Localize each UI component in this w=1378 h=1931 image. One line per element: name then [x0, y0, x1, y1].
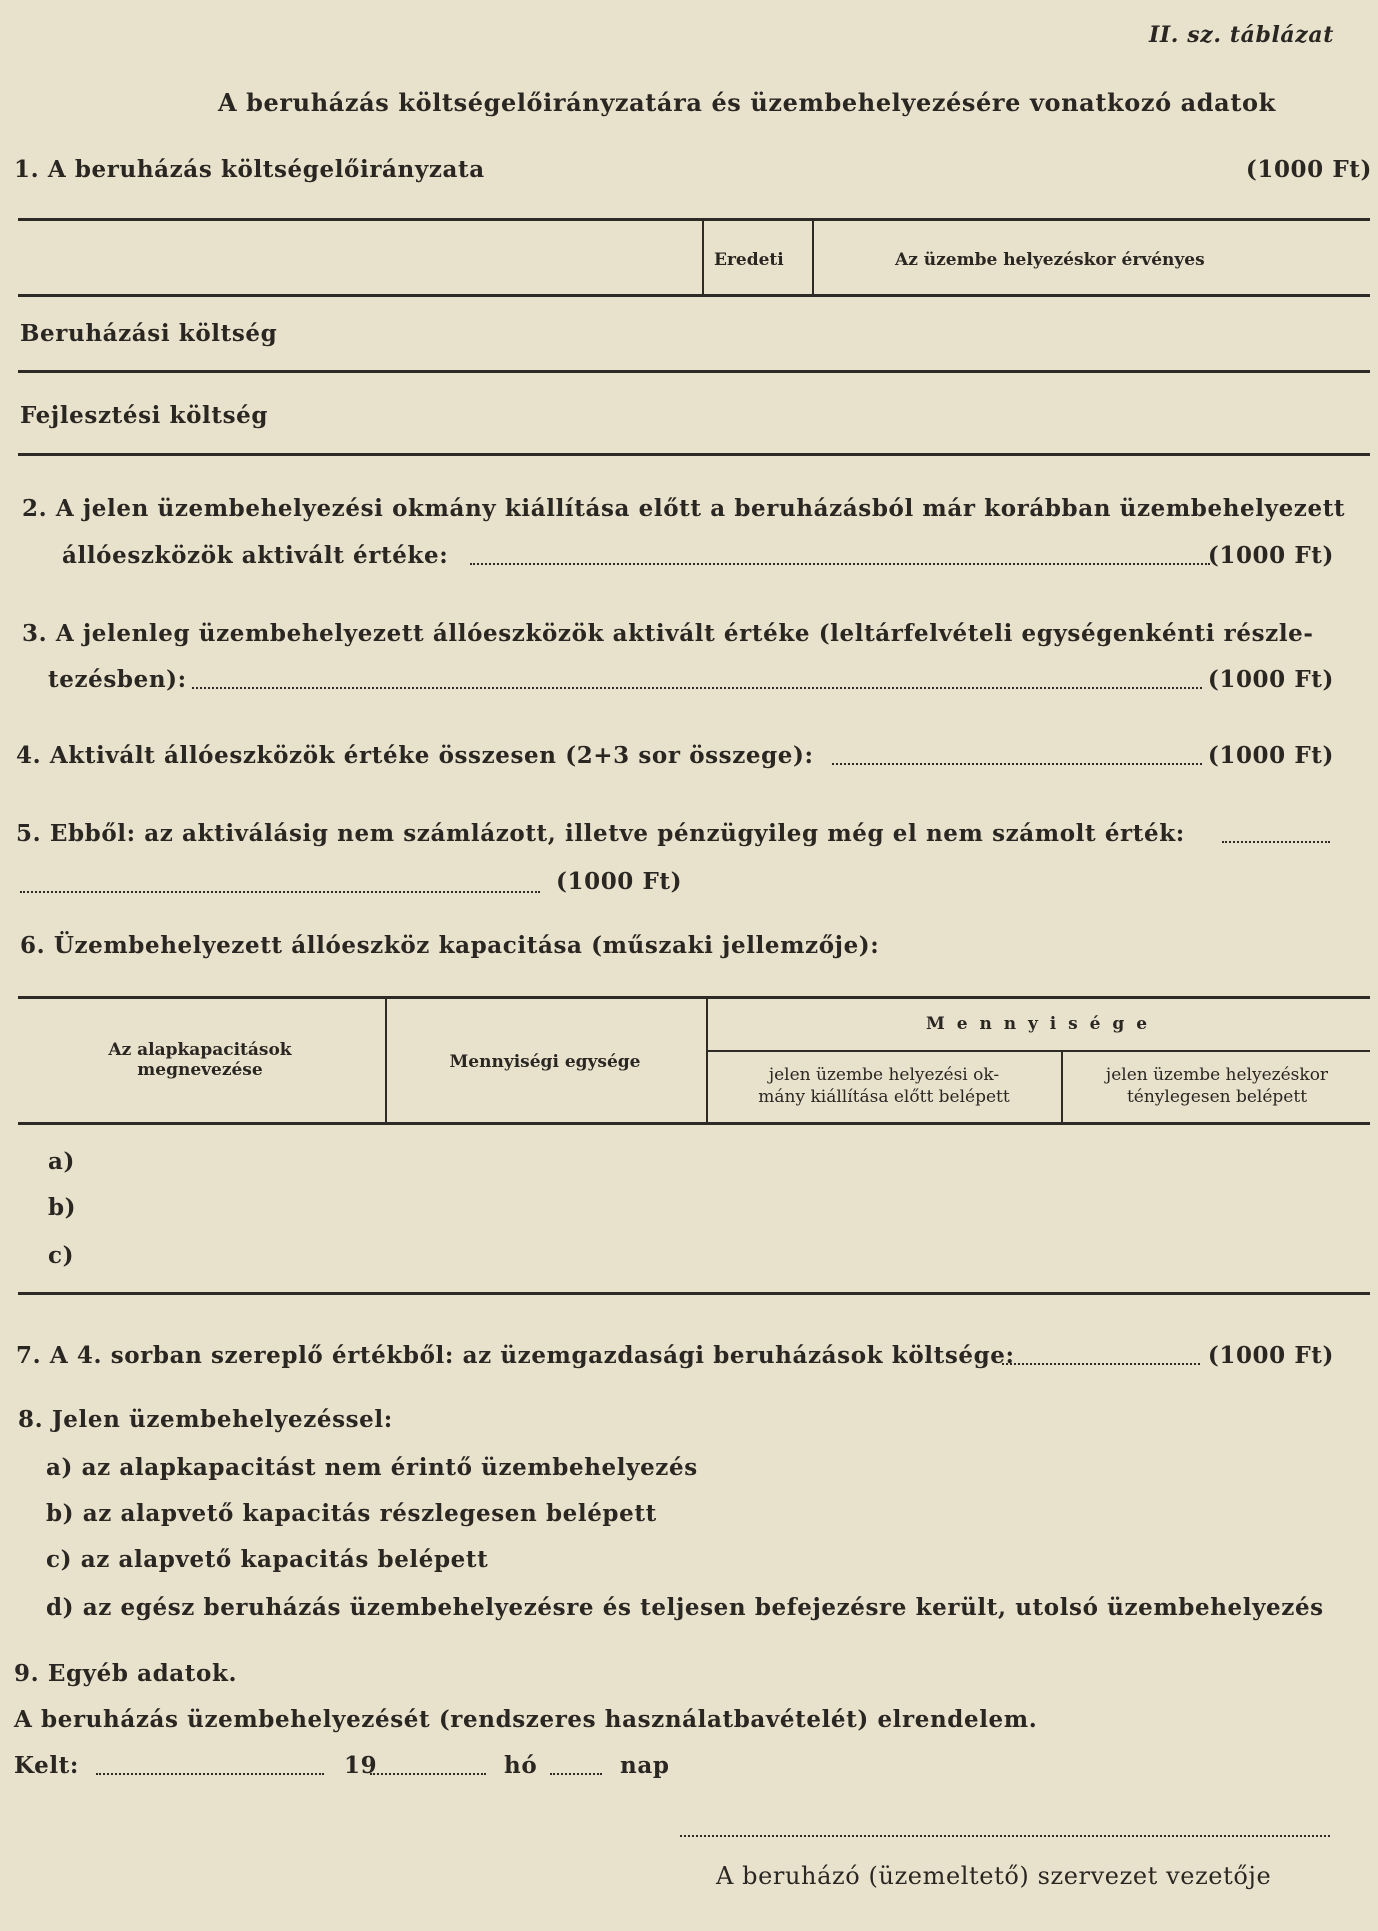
section5-unit: (1000 Ft)	[556, 868, 683, 895]
section4-line1: 4. Aktivált állóeszközök értéke összesen (2+3 sor összege):	[16, 742, 814, 769]
col-alapkapacitas-header	[90, 1040, 310, 1080]
section2-fill-line[interactable]	[470, 550, 1210, 569]
table1-col-divider-2	[812, 220, 814, 295]
section8-item-b: b) az alapvető kapacitás részlegesen belépett	[46, 1500, 657, 1527]
section3-line1: 3. A jelenleg üzembehelyezett állóeszközök aktivált értéke (leltárfelvételi egységenkénti részle-	[22, 620, 1314, 647]
section3-line2: tezésben):	[48, 666, 187, 693]
table2-qty-rule	[706, 1050, 1370, 1052]
signature-line[interactable]	[680, 1822, 1330, 1841]
section3-fill-line[interactable]	[192, 674, 1202, 693]
section1-label: 1. A beruházás költségelőirányzata	[14, 156, 485, 183]
signature-caption: A beruházó (üzemeltető) szervezet vezetője	[716, 1862, 1272, 1890]
table1-row-rule-1	[18, 370, 1370, 373]
section8-label: 8. Jelen üzembehelyezéssel:	[18, 1406, 393, 1433]
col-mennyisege: M e n n y i s é g e	[925, 1014, 1151, 1034]
section8-item-c: c) az alapvető kapacitás belépett	[46, 1546, 489, 1573]
col-tenylegesen-line2: ténylegesen belépett	[1126, 1087, 1308, 1107]
section3-unit: (1000 Ft)	[1207, 666, 1334, 693]
col-elott-line1: jelen üzembe helyezési ok-	[768, 1065, 1000, 1085]
table2-top-rule	[18, 996, 1370, 999]
kelt-day-field[interactable]	[550, 1760, 602, 1779]
section9-label: 9. Egyéb adatok.	[14, 1660, 238, 1687]
section2-line1: 2. A jelen üzembehelyezési okmány kiállítása előtt a beruházásból már korábban üzembehelyezett	[22, 495, 1346, 522]
col-alapkapacitas-line2: megnevezése	[137, 1060, 263, 1080]
page-title: A beruházás költségelőirányzatára és üzembehelyezésére vonatkozó adatok	[218, 88, 1276, 117]
col-eredeti: Eredeti	[714, 250, 784, 270]
col-ervenyes: Az üzembe helyezéskor érvényes	[895, 250, 1205, 270]
section7-line1: 7. A 4. sorban szereplő értékből: az üzemgazdasági beruházások költsége:	[16, 1342, 1015, 1369]
section4-unit: (1000 Ft)	[1207, 742, 1334, 769]
capacity-row-b: b)	[48, 1194, 77, 1221]
row-beruhazasi-koltseg: Beruházási költség	[20, 320, 278, 347]
section6-label: 6. Üzembehelyezett állóeszköz kapacitása (műszaki jellemzője):	[20, 932, 880, 959]
kelt-month-label: hó	[504, 1752, 538, 1779]
col-tenylegesen-belepett	[1064, 1064, 1370, 1108]
section1-unit: (1000 Ft)	[1245, 156, 1372, 183]
capacity-row-c: c)	[48, 1242, 75, 1269]
table2-col-divider-1	[385, 998, 387, 1123]
kelt-year-field[interactable]	[370, 1760, 486, 1779]
col-tenylegesen-line1: jelen üzembe helyezéskor	[1105, 1065, 1329, 1085]
section7-unit: (1000 Ft)	[1207, 1342, 1334, 1369]
row-fejlesztesi-koltseg: Fejlesztési költség	[20, 402, 269, 429]
table1-bottom-rule	[18, 453, 1370, 456]
section8-item-a: a) az alapkapacitást nem érintő üzembehelyezés	[46, 1454, 698, 1481]
kelt-day-label: nap	[620, 1752, 670, 1779]
order-text: A beruházás üzembehelyezését (rendszeres használatbavételét) elrendelem.	[14, 1706, 1038, 1733]
section5-line1: 5. Ebből: az aktiválásig nem számlázott, illetve pénzügyileg még el nem számolt érték:	[16, 820, 1185, 847]
capacity-row-a: a)	[48, 1148, 75, 1175]
col-mennyisegi-egysege: Mennyiségi egysége	[449, 1052, 641, 1072]
col-elott-belepett	[708, 1064, 1060, 1108]
col-alapkapacitas-line1: Az alapkapacitások	[108, 1040, 292, 1060]
table1-top-rule	[18, 218, 1370, 221]
section2-unit: (1000 Ft)	[1207, 542, 1334, 569]
kelt-place-field[interactable]	[96, 1760, 324, 1779]
table-number: II. sz. táblázat	[1148, 22, 1334, 48]
section8-item-d: d) az egész beruházás üzembehelyezésre és teljesen befejezésre került, utolsó üzembehelyezés	[46, 1594, 1324, 1621]
section5-fill-line-2[interactable]	[20, 878, 540, 897]
section2-line2: állóeszközök aktivált értéke:	[62, 542, 449, 569]
table2-col-divider-3	[1061, 1050, 1063, 1123]
section7-fill-line[interactable]	[1002, 1350, 1200, 1369]
kelt-year-label: 19	[344, 1752, 378, 1779]
table2-bottom-rule	[18, 1292, 1370, 1295]
table2-header-rule	[18, 1122, 1370, 1125]
section5-fill-line-1[interactable]	[1222, 828, 1330, 847]
table1-col-divider-1	[702, 220, 704, 295]
col-elott-line2: mány kiállítása előtt belépett	[758, 1087, 1010, 1107]
kelt-label: Kelt:	[14, 1752, 79, 1779]
table1-header-rule	[18, 294, 1370, 297]
section4-fill-line[interactable]	[832, 750, 1202, 769]
